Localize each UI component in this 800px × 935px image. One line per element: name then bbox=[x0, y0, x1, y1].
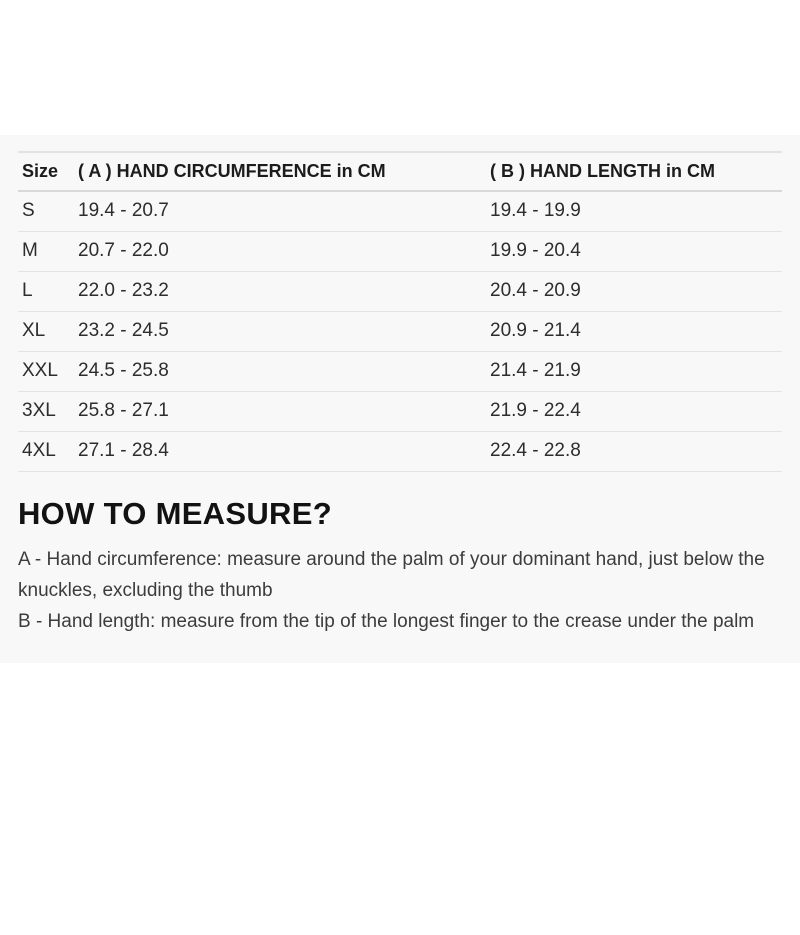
table-row bbox=[18, 351, 782, 391]
size-cell: L bbox=[18, 271, 78, 311]
circumference-cell: 25.8 - 27.1 bbox=[78, 391, 490, 431]
length-cell: 22.4 - 22.8 bbox=[490, 431, 782, 471]
table-row bbox=[18, 391, 782, 431]
length-cell: 19.9 - 20.4 bbox=[490, 231, 782, 271]
length-cell: 20.9 - 21.4 bbox=[490, 311, 782, 351]
table-row bbox=[18, 231, 782, 271]
size-cell: XXL bbox=[18, 351, 78, 391]
column-header-circumference: ( A ) HAND CIRCUMFERENCE in CM bbox=[78, 152, 490, 191]
column-header-length: ( B ) HAND LENGTH in CM bbox=[490, 152, 782, 191]
size-chart-header-row bbox=[18, 152, 782, 191]
circumference-cell: 27.1 - 28.4 bbox=[78, 431, 490, 471]
size-chart-body bbox=[18, 191, 782, 471]
measure-instruction-a: A - Hand circumference: measure around the palm of your dominant hand, just below the knuckles, excluding the thumb bbox=[18, 548, 765, 601]
size-cell: 3XL bbox=[18, 391, 78, 431]
circumference-cell: 23.2 - 24.5 bbox=[78, 311, 490, 351]
column-header-size: Size bbox=[18, 152, 78, 191]
size-cell: 4XL bbox=[18, 431, 78, 471]
table-row bbox=[18, 191, 782, 231]
table-row bbox=[18, 311, 782, 351]
size-cell: M bbox=[18, 231, 78, 271]
table-row bbox=[18, 271, 782, 311]
circumference-cell: 22.0 - 23.2 bbox=[78, 271, 490, 311]
size-cell: S bbox=[18, 191, 78, 231]
size-chart-table bbox=[18, 151, 782, 472]
measure-instruction-b: B - Hand length: measure from the tip of the longest finger to the crease under the palm bbox=[18, 610, 755, 632]
how-to-measure-title: HOW TO MEASURE? bbox=[18, 495, 332, 531]
length-cell: 21.4 - 21.9 bbox=[490, 351, 782, 391]
size-cell: XL bbox=[18, 311, 78, 351]
circumference-cell: 24.5 - 25.8 bbox=[78, 351, 490, 391]
circumference-cell: 20.7 - 22.0 bbox=[78, 231, 490, 271]
length-cell: 19.4 - 19.9 bbox=[490, 191, 782, 231]
size-guide-panel bbox=[0, 135, 800, 663]
circumference-cell: 19.4 - 20.7 bbox=[78, 191, 490, 231]
length-cell: 21.9 - 22.4 bbox=[490, 391, 782, 431]
table-row bbox=[18, 431, 782, 471]
length-cell: 20.4 - 20.9 bbox=[490, 271, 782, 311]
